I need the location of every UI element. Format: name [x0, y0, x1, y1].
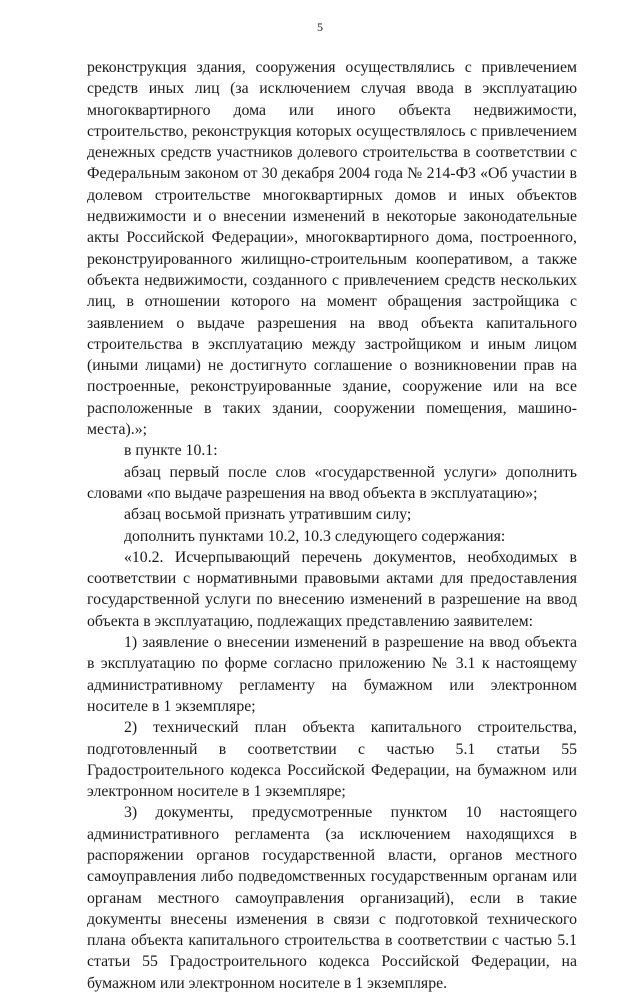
- document-body: [87, 57, 577, 994]
- list-item-1: 1) заявление о внесении изменений в разрешение на ввод объекта в эксплуатацию по форме согласно приложению № 3.1 к настоящему административному регламенту на бумажном или электронном носителе в 1 экземпляре;: [87, 634, 577, 715]
- paragraph-point-10-1: в пункте 10.1:: [124, 442, 218, 460]
- paragraph-add-points: дополнить пунктами 10.2, 10.3 следующего содержания:: [124, 527, 506, 545]
- paragraph-first-abzac: абзац первый после слов «государственной услуги» дополнить словами «по выдаче разрешения на ввод объекта в эксплуатацию»;: [87, 463, 577, 502]
- paragraph-eighth-abzac: абзац восьмой признать утратившим силу;: [124, 506, 412, 524]
- list-item-3: 3) документы, предусмотренные пунктом 10 настоящего административного регламента (за исключением находящихся в распоряжении органов государственной власти, органов местного самоуправления либо подведомственных государственным органам или органам местного самоуправления организаций), если в такие документы внесены изменения в связи с подготовкой технического плана объекта капитального строительства в соответствии с частью 5.1 статьи 55 Градостроительного кодекса Российской Федерации, на бумажном или электронном носителе в 1 экземпляре.: [87, 804, 577, 992]
- page-number: 5: [317, 20, 323, 34]
- list-item-2: 2) технический план объекта капитального строительства, подготовленный в соответствии с частью 5.1 статьи 55 Градостроительного кодекса Российской Федерации, на бумажном или электронном носителе в 1 экземпляре;: [87, 719, 577, 801]
- paragraph-10-2: «10.2. Исчерпывающий перечень документов, необходимых в соответствии с нормативными правовыми актами для предоставления государственной услуги по внесению изменений в разрешение на ввод объекта в эксплуатацию, подлежащих представлению заявителем:: [87, 548, 577, 630]
- paragraph-continuation: реконструкция здания, сооружения осуществлялись с привлечением средств иных лиц (за исключением случая ввода в эксплуатацию многоквартирного дома или иного объекта недвижимости, строительство, реконструкция которых осуществлялось с привлечением денежных средств участников долевого строительства в соответствии с Федеральным законом от 30 декабря 2004 года № 214-ФЗ «Об участии в долевом строительстве многоквартирных домов и иных объектов недвижимости и о внесении изменений в некоторые законодательные акты Российской Федерации», многоквартирного дома, построенного, реконструированного жилищно-строительным кооперативом, а также объекта недвижимости, созданного с привлечением средств нескольких лиц, в отношении которого на момент обращения застройщика с заявлением о выдаче разрешения на ввод объекта капитального строительства в эксплуатацию между застройщиком и иным лицом (иными лицами) не достигнуто соглашение о возникновении прав на построенные, реконструированные здание, сооружение или на все расположенные в таких здании, сооружении помещения, машино-места).»;: [87, 59, 577, 439]
